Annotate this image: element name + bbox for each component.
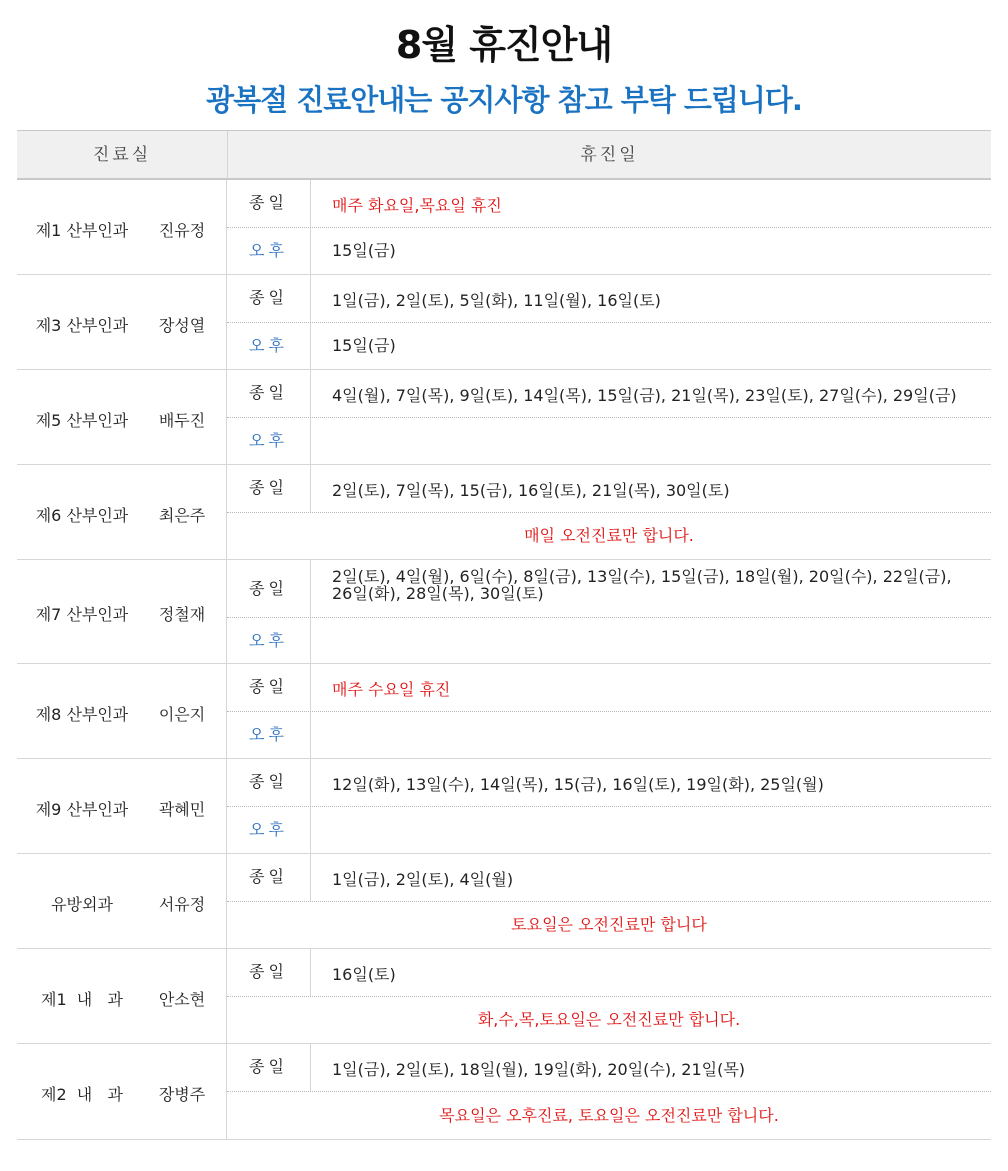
doctor-name: 장병주 bbox=[158, 1085, 206, 1104]
table-header bbox=[17, 130, 991, 180]
doctor-name: 이은지 bbox=[158, 705, 206, 724]
afternoon-row bbox=[227, 617, 991, 663]
afternoon-dates: 15일(금) bbox=[332, 241, 396, 260]
all-day-dates-line: 2일(토), 7일(목), 15(금), 16일(토), 21일(목), 30일(토) bbox=[332, 481, 730, 500]
all-day-row bbox=[227, 180, 991, 227]
all-day-dates-line: 26일(화), 28일(목), 30일(토) bbox=[332, 584, 544, 603]
department-name: 제5 산부인과 bbox=[35, 411, 129, 430]
all-day-dates-line: 1일(금), 2일(토), 5일(화), 11일(월), 16일(토) bbox=[332, 291, 661, 310]
note-row bbox=[227, 512, 991, 559]
table-row bbox=[17, 664, 991, 759]
note-row bbox=[227, 901, 991, 948]
department-name: 제3 산부인과 bbox=[35, 316, 129, 335]
table-row bbox=[17, 759, 991, 854]
note-text: 화,수,목,토요일은 오전진료만 합니다. bbox=[477, 1010, 741, 1029]
all-day-label: 종일 bbox=[227, 180, 311, 227]
all-day-row bbox=[227, 759, 991, 806]
all-day-dates bbox=[332, 568, 972, 602]
all-day-dates-line: 1일(금), 2일(토), 4일(월) bbox=[332, 870, 514, 889]
clinic-cell bbox=[17, 370, 227, 464]
all-day-label: 종일 bbox=[227, 854, 311, 901]
afternoon-label: 오후 bbox=[227, 618, 311, 663]
afternoon-row bbox=[227, 227, 991, 274]
afternoon-row bbox=[227, 322, 991, 369]
table-row bbox=[17, 180, 991, 275]
afternoon-label: 오후 bbox=[227, 418, 311, 464]
all-day-dates-line: 2일(토), 4일(월), 6일(수), 8일(금), 13일(수), 15일(금), 18일(월), 20일(수), 22일(금), bbox=[332, 567, 952, 586]
clinic-cell bbox=[17, 854, 227, 948]
all-day-dates bbox=[332, 383, 972, 406]
note-row bbox=[227, 996, 991, 1043]
doctor-name: 서유정 bbox=[158, 895, 206, 914]
all-day-row bbox=[227, 1044, 991, 1091]
all-day-dates bbox=[332, 478, 972, 501]
clinic-cell bbox=[17, 465, 227, 559]
header-closed-days: 휴진일 bbox=[580, 145, 639, 165]
all-day-dates bbox=[332, 867, 972, 890]
all-day-row bbox=[227, 854, 991, 901]
department-name: 제7 산부인과 bbox=[35, 605, 129, 624]
all-day-dates bbox=[332, 962, 972, 985]
department-name: 제9 산부인과 bbox=[35, 800, 129, 819]
afternoon-row bbox=[227, 711, 991, 758]
afternoon-row bbox=[227, 806, 991, 853]
doctor-name: 진유정 bbox=[158, 221, 206, 240]
table-row bbox=[17, 465, 991, 560]
department-name: 제6 산부인과 bbox=[35, 506, 129, 525]
all-day-label: 종일 bbox=[227, 949, 311, 996]
clinic-cell bbox=[17, 180, 227, 274]
all-day-label: 종일 bbox=[227, 370, 311, 417]
all-day-row bbox=[227, 560, 991, 617]
department-name: 제8 산부인과 bbox=[35, 705, 129, 724]
all-day-dates-line: 16일(토) bbox=[332, 965, 396, 984]
clinic-cell bbox=[17, 949, 227, 1043]
department-name: 유방외과 bbox=[51, 895, 113, 914]
all-day-label: 종일 bbox=[227, 759, 311, 806]
doctor-name: 최은주 bbox=[158, 506, 206, 525]
table-row bbox=[17, 370, 991, 465]
table-row bbox=[17, 275, 991, 370]
all-day-dates bbox=[332, 288, 972, 311]
all-day-dates bbox=[332, 1057, 972, 1080]
afternoon-dates: 15일(금) bbox=[332, 336, 396, 355]
doctor-name: 장성열 bbox=[158, 316, 206, 335]
all-day-dates-line: 매주 화요일,목요일 휴진 bbox=[332, 196, 502, 215]
all-day-dates-line: 1일(금), 2일(토), 18일(월), 19일(화), 20일(수), 21일(목) bbox=[332, 1060, 746, 1079]
clinic-cell bbox=[17, 1044, 227, 1139]
doctor-name: 배두진 bbox=[158, 411, 206, 430]
afternoon-label: 오후 bbox=[227, 807, 311, 853]
clinic-cell bbox=[17, 664, 227, 758]
table-row bbox=[17, 949, 991, 1044]
all-day-dates bbox=[332, 677, 972, 700]
all-day-dates-line: 12일(화), 13일(수), 14일(목), 15(금), 16일(토), 19일(화), 25일(월) bbox=[332, 775, 824, 794]
clinic-cell bbox=[17, 275, 227, 369]
page-subtitle: 광복절 진료안내는 공지사항 참고 부탁 드립니다. bbox=[206, 83, 802, 117]
table-row bbox=[17, 1044, 991, 1140]
all-day-dates-line: 매주 수요일 휴진 bbox=[332, 680, 451, 699]
all-day-row bbox=[227, 949, 991, 996]
all-day-row bbox=[227, 465, 991, 512]
all-day-dates bbox=[332, 772, 972, 795]
afternoon-row bbox=[227, 417, 991, 464]
clinic-cell bbox=[17, 560, 227, 663]
all-day-dates bbox=[332, 193, 972, 216]
doctor-name: 정철재 bbox=[158, 605, 206, 624]
all-day-label: 종일 bbox=[227, 1044, 311, 1091]
doctor-name: 안소현 bbox=[158, 990, 206, 1009]
note-text: 매일 오전진료만 합니다. bbox=[524, 526, 694, 545]
department-name: 제1 산부인과 bbox=[35, 221, 129, 240]
all-day-dates-line: 4일(월), 7일(목), 9일(토), 14일(목), 15일(금), 21일(목), 23일(토), 27일(수), 29일(금) bbox=[332, 386, 957, 405]
all-day-label: 종일 bbox=[227, 465, 311, 512]
doctor-name: 곽혜민 bbox=[158, 800, 206, 819]
afternoon-label: 오후 bbox=[227, 323, 311, 369]
clinic-cell bbox=[17, 759, 227, 853]
all-day-label: 종일 bbox=[227, 664, 311, 711]
schedule-table bbox=[17, 180, 991, 1140]
note-text: 목요일은 오후진료, 토요일은 오전진료만 합니다. bbox=[439, 1106, 779, 1125]
table-row bbox=[17, 854, 991, 949]
table-row bbox=[17, 560, 991, 664]
header-clinic: 진료실 bbox=[92, 145, 152, 165]
all-day-row bbox=[227, 664, 991, 711]
department-name: 제2 내 과 bbox=[41, 1085, 123, 1104]
all-day-label: 종일 bbox=[227, 275, 311, 322]
all-day-label: 종일 bbox=[227, 560, 311, 617]
all-day-row bbox=[227, 275, 991, 322]
all-day-row bbox=[227, 370, 991, 417]
note-text: 토요일은 오전진료만 합니다 bbox=[511, 915, 707, 934]
afternoon-label: 오후 bbox=[227, 712, 311, 758]
page-title: 8월 휴진안내 bbox=[395, 23, 613, 67]
note-row bbox=[227, 1091, 991, 1139]
afternoon-label: 오후 bbox=[227, 228, 311, 274]
department-name: 제1 내 과 bbox=[41, 990, 123, 1009]
